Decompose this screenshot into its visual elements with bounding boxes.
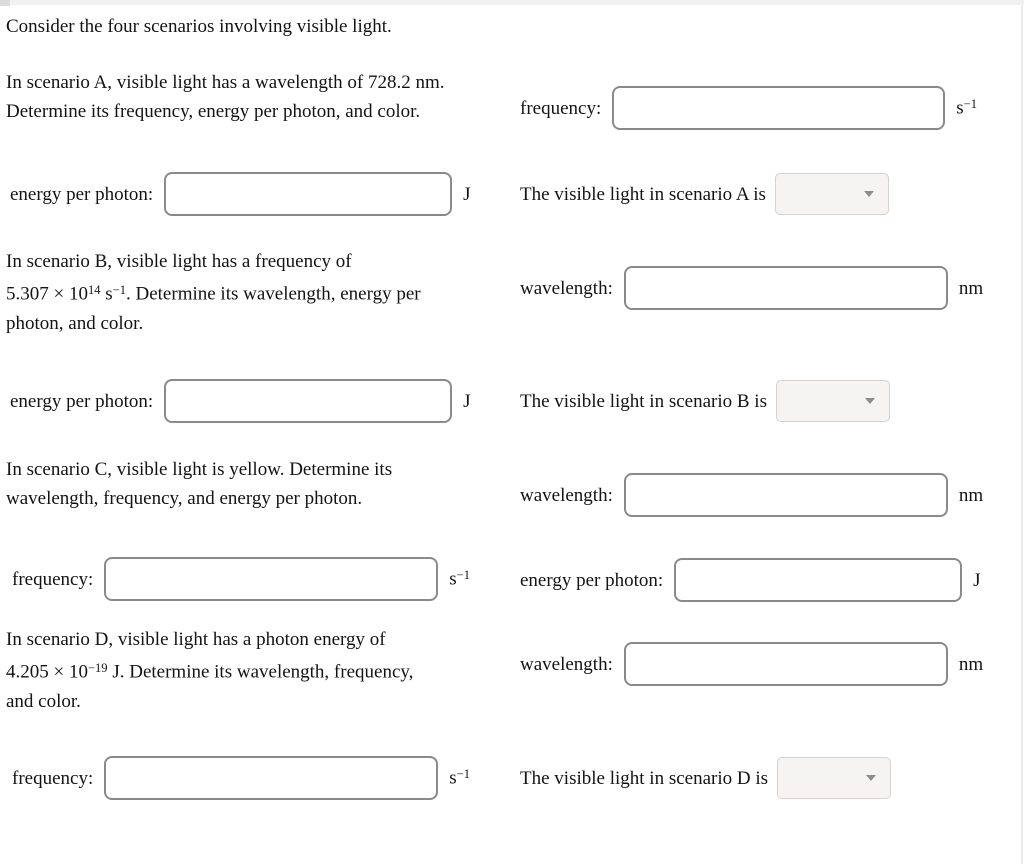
frequency-label: frequency: <box>12 767 94 789</box>
scenario-a-color-sentence: The visible light in scenario A is <box>520 183 766 205</box>
answer-row-b-energy <box>10 379 471 423</box>
a-color-select[interactable] <box>775 173 889 215</box>
unit-nm: nm <box>958 653 984 675</box>
scenario-b-text: In scenario B, visible light has a frequency of $5.307 \times 10^{14}$ $s^{-1}$. Determine its wavelength, energy per photon, and color. <box>6 251 421 334</box>
a-frequency-input[interactable] <box>612 86 945 130</box>
chevron-down-icon <box>865 398 875 404</box>
d-frequency-input[interactable] <box>104 756 438 800</box>
answer-row-b-color <box>520 380 890 422</box>
unit-nm: nm <box>958 484 984 506</box>
chevron-down-icon <box>866 775 876 781</box>
top-left-corner-fragment <box>0 0 10 6</box>
scenario-d-color-sentence: The visible light in scenario D is <box>520 767 769 789</box>
scenario-b-color-sentence: The visible light in scenario B is <box>520 390 767 412</box>
scenario-c-text: In scenario C, visible light is yellow. Determine its wavelength, frequency, and energy per photon. <box>6 459 393 509</box>
answer-row-a-energy <box>10 172 471 216</box>
unit-per-second: $s^{-1}$ <box>449 568 470 590</box>
b-wavelength-input[interactable] <box>624 266 948 310</box>
unit-joule: J <box>973 569 981 591</box>
b-energy-input[interactable] <box>164 379 452 423</box>
answer-row-a-color <box>520 173 889 215</box>
unit-nm: nm <box>958 277 984 299</box>
b-color-select[interactable] <box>776 380 890 422</box>
wavelength-label: wavelength: <box>520 484 613 506</box>
frequency-label: frequency: <box>520 97 602 119</box>
a-energy-input[interactable] <box>164 172 452 216</box>
scenario-a-text: In scenario A, visible light has a wavelength of 728.2 nm. Determine its frequency, energy per photon, and color. <box>6 72 445 122</box>
answer-row-d-color <box>520 757 891 799</box>
unit-per-second: $s^{-1}$ <box>449 767 470 789</box>
d-color-select[interactable] <box>777 757 891 799</box>
c-frequency-input[interactable] <box>104 557 438 601</box>
answer-row-d-wavelength <box>520 642 983 686</box>
unit-joule: J <box>463 390 471 412</box>
answer-row-c-energy <box>520 558 981 602</box>
unit-joule: J <box>463 183 471 205</box>
unit-per-second: $s^{-1}$ <box>956 97 977 119</box>
intro-text: Consider the four scenarios involving visible light. <box>6 16 392 37</box>
right-panel-edge <box>1021 5 1023 864</box>
answer-row-d-frequency <box>12 756 470 800</box>
answer-row-c-frequency <box>12 557 470 601</box>
wavelength-label: wavelength: <box>520 653 613 675</box>
top-divider <box>0 0 1024 5</box>
c-wavelength-input[interactable] <box>624 473 948 517</box>
d-wavelength-input[interactable] <box>624 642 948 686</box>
answer-row-c-wavelength <box>520 473 983 517</box>
c-energy-input[interactable] <box>674 558 962 602</box>
energy-per-photon-label: energy per photon: <box>10 183 154 205</box>
energy-per-photon-label: energy per photon: <box>520 569 664 591</box>
answer-row-a-frequency <box>520 86 977 130</box>
scenario-d-text: In scenario D, visible light has a photon energy of $4.205 \times 10^{-19}$ J. Determine its wavelength, frequency, and color. <box>6 629 414 712</box>
energy-per-photon-label: energy per photon: <box>10 390 154 412</box>
frequency-label: frequency: <box>12 568 94 590</box>
answer-row-b-wavelength <box>520 266 983 310</box>
chevron-down-icon <box>864 191 874 197</box>
wavelength-label: wavelength: <box>520 277 613 299</box>
